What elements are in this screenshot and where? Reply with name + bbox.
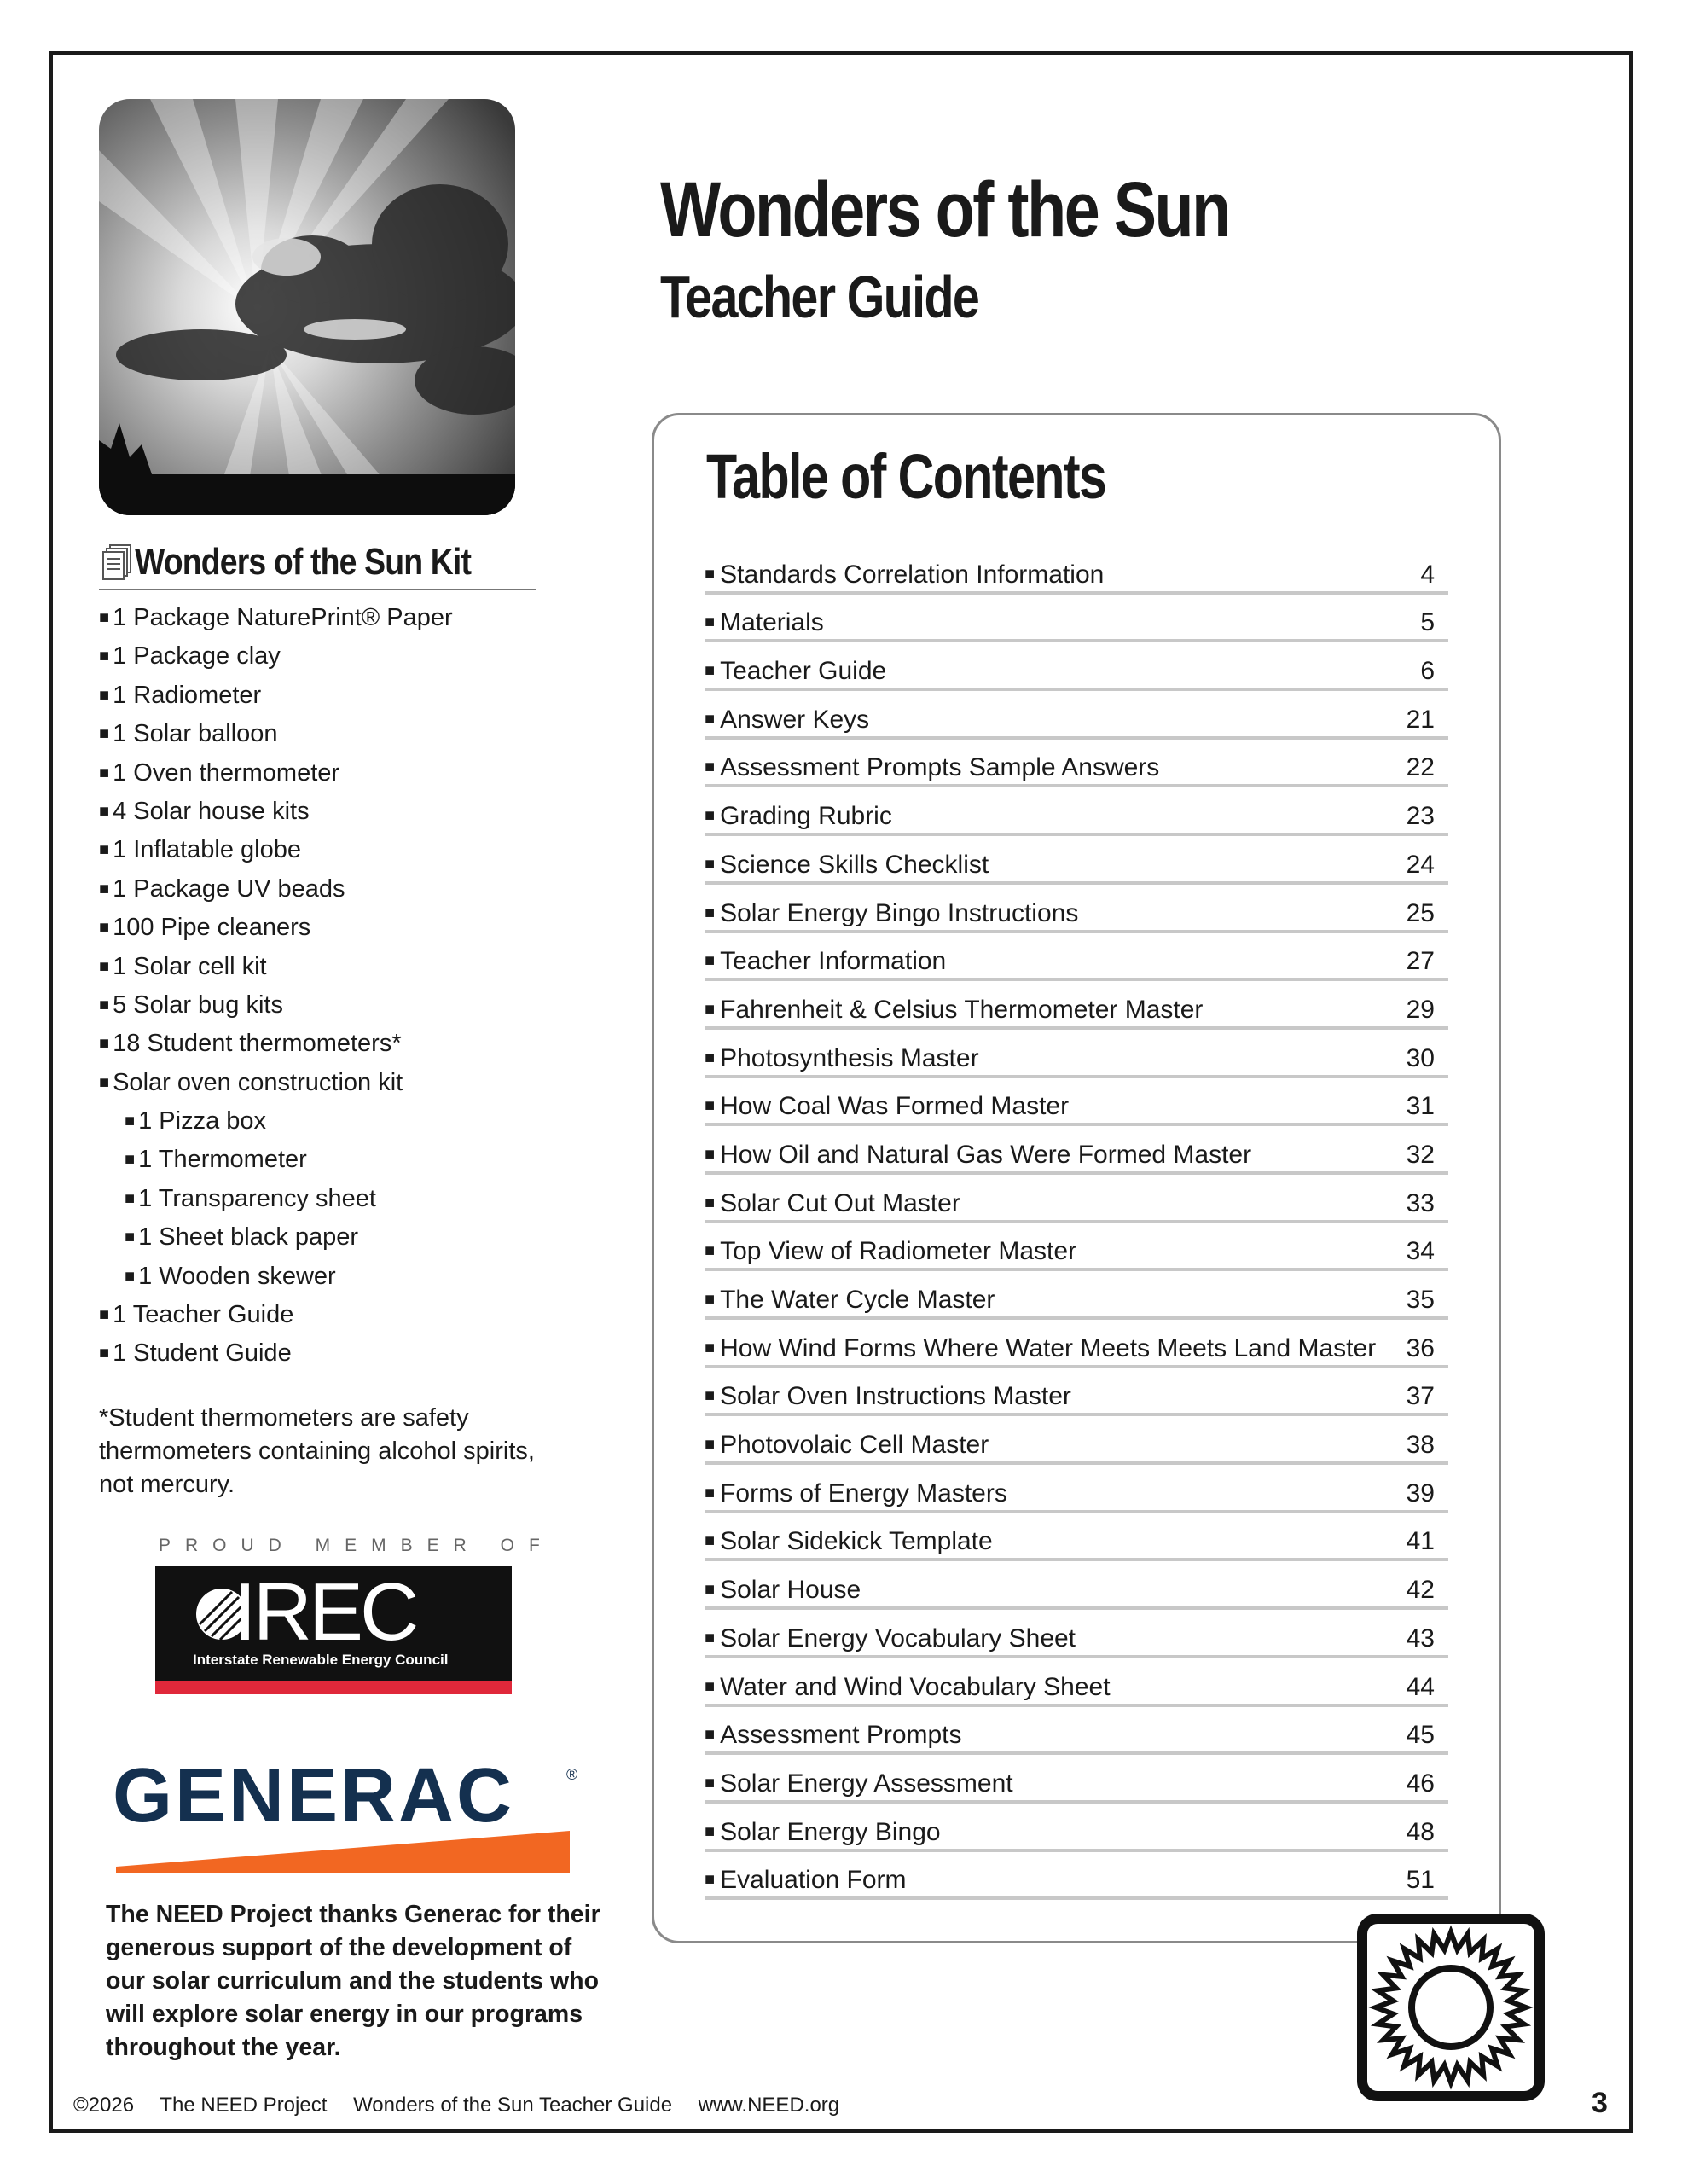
kit-item-label: 1 Solar cell kit xyxy=(113,952,267,980)
square-bullet-icon: ■ xyxy=(705,1290,716,1309)
kit-heading xyxy=(99,537,536,590)
square-bullet-icon: ■ xyxy=(705,1870,716,1890)
kit-item xyxy=(99,1334,577,1373)
toc-entry-label: Standards Correlation Information xyxy=(720,560,1105,589)
toc-entry[interactable] xyxy=(705,691,1448,740)
kit-item-label: 5 Solar bug kits xyxy=(113,990,283,1019)
toc-entry-page: 37 xyxy=(1406,1382,1435,1411)
toc-entry-label: Photosynthesis Master xyxy=(720,1043,979,1072)
toc-entry[interactable] xyxy=(705,1755,1448,1804)
square-bullet-icon: ■ xyxy=(99,647,110,666)
sunburst-cloud-photo xyxy=(99,99,515,515)
square-bullet-icon: ■ xyxy=(99,608,110,627)
toc-entry[interactable] xyxy=(705,546,1448,595)
square-bullet-icon: ■ xyxy=(705,1483,716,1502)
page-title: Wonders of the Sun xyxy=(660,166,1229,253)
toc-entry[interactable] xyxy=(705,1175,1448,1223)
document-stack-icon xyxy=(102,544,133,582)
kit-item xyxy=(99,831,577,869)
toc-entry-page: 51 xyxy=(1406,1866,1435,1895)
kit-item xyxy=(99,948,577,986)
square-bullet-icon: ■ xyxy=(705,806,716,826)
toc-entry-page: 39 xyxy=(1406,1478,1435,1507)
square-bullet-icon: ■ xyxy=(125,1228,136,1247)
toc-entry-label: Water and Wind Vocabulary Sheet xyxy=(720,1672,1111,1701)
square-bullet-icon: ■ xyxy=(705,1821,716,1841)
kit-item-list xyxy=(99,599,577,1374)
footer-guide: Wonders of the Sun Teacher Guide xyxy=(353,2094,673,2117)
irec-red-bar xyxy=(155,1681,512,1694)
toc-entry[interactable] xyxy=(705,885,1448,933)
toc-entry[interactable] xyxy=(705,1658,1448,1707)
square-bullet-icon: ■ xyxy=(705,1144,716,1164)
toc-entry-page: 48 xyxy=(1406,1817,1435,1846)
toc-entry-page: 23 xyxy=(1406,802,1435,831)
toc-entry[interactable] xyxy=(705,1561,1448,1610)
kit-item xyxy=(99,677,577,715)
square-bullet-icon: ■ xyxy=(705,613,716,632)
toc-entry[interactable] xyxy=(705,1320,1448,1368)
toc-entry-label: Fahrenheit & Celsius Thermometer Master xyxy=(720,995,1204,1024)
footer-org: The NEED Project xyxy=(160,2094,328,2117)
toc-entry-label: Photovolaic Cell Master xyxy=(720,1431,989,1460)
irec-full-name: Interstate Renewable Energy Council xyxy=(193,1652,449,1668)
kit-item-label: Solar oven construction kit xyxy=(113,1068,403,1096)
square-bullet-icon: ■ xyxy=(705,758,716,777)
kit-item xyxy=(99,637,577,676)
square-bullet-icon: ■ xyxy=(705,854,716,874)
toc-entry-label: Solar Energy Bingo Instructions xyxy=(720,898,1079,927)
toc-list xyxy=(705,546,1448,1900)
square-bullet-icon: ■ xyxy=(705,903,716,922)
toc-entry[interactable] xyxy=(705,1078,1448,1127)
generac-logo xyxy=(113,1753,590,1877)
toc-entry[interactable] xyxy=(705,1030,1448,1078)
kit-subitem xyxy=(99,1258,577,1296)
square-bullet-icon: ■ xyxy=(125,1150,136,1170)
square-bullet-icon: ■ xyxy=(705,951,716,971)
toc-entry[interactable] xyxy=(705,1610,1448,1658)
square-bullet-icon: ■ xyxy=(705,1676,716,1696)
sun-icon xyxy=(1356,1913,1546,2102)
toc-entry-page: 27 xyxy=(1406,947,1435,976)
square-bullet-icon: ■ xyxy=(705,661,716,681)
generac-name: GENERAC xyxy=(113,1753,515,1838)
square-bullet-icon: ■ xyxy=(99,879,110,898)
toc-entry-label: Solar House xyxy=(720,1576,861,1605)
square-bullet-icon: ■ xyxy=(99,918,110,938)
kit-subitem xyxy=(99,1218,577,1257)
kit-item xyxy=(99,754,577,793)
toc-entry-label: Evaluation Form xyxy=(720,1866,907,1895)
square-bullet-icon: ■ xyxy=(99,763,110,782)
kit-footnote: *Student thermometers are safety thermometers containing alcohol spirits, not mercury. xyxy=(99,1404,535,1498)
toc-entry-page: 44 xyxy=(1406,1672,1435,1701)
square-bullet-icon: ■ xyxy=(99,1344,110,1363)
toc-entry-label: Solar Cut Out Master xyxy=(720,1188,960,1217)
kit-item-label: 1 Solar balloon xyxy=(113,720,278,748)
toc-title: Table of Contents xyxy=(706,441,1106,512)
square-bullet-icon: ■ xyxy=(99,840,110,860)
toc-entry[interactable] xyxy=(705,1368,1448,1417)
toc-entry-label: Science Skills Checklist xyxy=(720,850,989,879)
square-bullet-icon: ■ xyxy=(99,724,110,744)
toc-entry[interactable] xyxy=(705,740,1448,788)
kit-item-label: 1 Transparency sheet xyxy=(138,1184,376,1212)
kit-item-label: 1 Inflatable globe xyxy=(113,836,301,864)
toc-entry[interactable] xyxy=(705,836,1448,885)
toc-entry-page: 34 xyxy=(1406,1237,1435,1266)
toc-entry-label: Forms of Energy Masters xyxy=(720,1478,1007,1507)
square-bullet-icon: ■ xyxy=(125,1112,136,1131)
toc-entry[interactable] xyxy=(705,1513,1448,1562)
toc-entry-label: Assessment Prompts xyxy=(720,1721,962,1750)
kit-item xyxy=(99,599,577,637)
footer-copyright: ©2026 xyxy=(73,2094,135,2117)
square-bullet-icon: ■ xyxy=(99,801,110,821)
toc-entry-page: 21 xyxy=(1406,705,1435,734)
kit-item-label: 1 Pizza box xyxy=(138,1107,267,1136)
toc-entry-page: 42 xyxy=(1406,1576,1435,1605)
toc-entry[interactable] xyxy=(705,642,1448,691)
square-bullet-icon: ■ xyxy=(705,999,716,1019)
square-bullet-icon: ■ xyxy=(99,1072,110,1092)
kit-item xyxy=(99,1064,577,1102)
toc-entry[interactable] xyxy=(705,933,1448,982)
kit-subitem xyxy=(99,1180,577,1218)
toc-entry[interactable] xyxy=(705,1707,1448,1756)
kit-item-label: 1 Radiometer xyxy=(113,681,262,709)
toc-entry-page: 46 xyxy=(1406,1769,1435,1798)
square-bullet-icon: ■ xyxy=(705,1773,716,1792)
toc-entry[interactable] xyxy=(705,787,1448,836)
toc-entry-page: 43 xyxy=(1406,1623,1435,1653)
kit-item-label: 1 Sheet black paper xyxy=(138,1223,359,1252)
toc-entry-page: 22 xyxy=(1406,753,1435,782)
square-bullet-icon: ■ xyxy=(705,1338,716,1357)
toc-entry-page: 31 xyxy=(1406,1092,1435,1121)
kit-item xyxy=(99,793,577,831)
kit-item-label: 4 Solar house kits xyxy=(113,797,310,825)
toc-entry-page: 36 xyxy=(1406,1333,1435,1362)
square-bullet-icon: ■ xyxy=(99,685,110,705)
generac-orange-swoosh xyxy=(116,1831,577,1873)
square-bullet-icon: ■ xyxy=(705,709,716,729)
toc-entry-label: Solar Oven Instructions Master xyxy=(720,1382,1071,1411)
toc-entry-page: 24 xyxy=(1406,850,1435,879)
toc-entry-label: How Oil and Natural Gas Were Formed Master xyxy=(720,1140,1252,1169)
kit-item-label: 1 Oven thermometer xyxy=(113,758,340,787)
page-footer xyxy=(73,2094,860,2117)
proud-member-label: PROUD MEMBER OF xyxy=(159,1536,554,1555)
kit-item xyxy=(99,715,577,753)
kit-item-label: 18 Student thermometers* xyxy=(113,1030,402,1058)
toc-entry-label: Assessment Prompts Sample Answers xyxy=(720,753,1160,782)
square-bullet-icon: ■ xyxy=(705,1725,716,1745)
kit-item-label: 100 Pipe cleaners xyxy=(113,914,311,942)
kit-item xyxy=(99,909,577,947)
toc-entry-page: 35 xyxy=(1406,1286,1435,1314)
kit-item-label: 1 Package UV beads xyxy=(113,874,345,903)
square-bullet-icon: ■ xyxy=(705,1628,716,1647)
square-bullet-icon: ■ xyxy=(705,1435,716,1455)
toc-entry-label: Answer Keys xyxy=(720,705,870,734)
kit-title: Wonders of the Sun Kit xyxy=(135,541,472,583)
kit-item-label: 1 Wooden skewer xyxy=(138,1262,336,1290)
generac-registered-mark: ® xyxy=(566,1766,578,1783)
square-bullet-icon: ■ xyxy=(705,564,716,584)
toc-entry-page: 38 xyxy=(1406,1431,1435,1460)
kit-item xyxy=(99,870,577,909)
kit-subitem xyxy=(99,1141,577,1179)
toc-entry-page: 6 xyxy=(1420,657,1435,686)
toc-entry[interactable] xyxy=(705,1271,1448,1320)
square-bullet-icon: ■ xyxy=(705,1048,716,1067)
toc-entry[interactable] xyxy=(705,1223,1448,1272)
toc-entry-label: How Wind Forms Where Water Meets Meets Land Master xyxy=(720,1333,1377,1362)
kit-subitem xyxy=(99,1102,577,1141)
toc-entry-page: 30 xyxy=(1406,1043,1435,1072)
square-bullet-icon: ■ xyxy=(705,1096,716,1116)
toc-entry-label: How Coal Was Formed Master xyxy=(720,1092,1070,1121)
kit-item-label: 1 Package NaturePrint® Paper xyxy=(113,604,453,631)
square-bullet-icon: ■ xyxy=(125,1188,136,1208)
square-bullet-icon: ■ xyxy=(99,995,110,1014)
toc-entry-page: 32 xyxy=(1406,1140,1435,1169)
toc-entry[interactable] xyxy=(705,595,1448,643)
square-bullet-icon: ■ xyxy=(99,1034,110,1054)
toc-entry-page: 4 xyxy=(1420,560,1435,589)
kit-item-label: 1 Thermometer xyxy=(138,1146,307,1174)
toc-entry[interactable] xyxy=(705,1126,1448,1175)
toc-entry[interactable] xyxy=(705,1416,1448,1465)
page-subtitle: Teacher Guide xyxy=(660,264,979,330)
kit-item-label: 1 Student Guide xyxy=(113,1339,292,1368)
toc-entry-label: Materials xyxy=(720,608,824,637)
toc-entry-label: Teacher Guide xyxy=(720,657,887,686)
kit-item xyxy=(99,1025,577,1063)
toc-entry-label: Solar Energy Vocabulary Sheet xyxy=(720,1623,1076,1653)
generac-thanks-text: The NEED Project thanks Generac for their generous support of the development of our solar curriculum and the students who will explore solar energy in our programs throughout the year. xyxy=(106,1901,600,2061)
toc-entry-page: 29 xyxy=(1406,995,1435,1024)
square-bullet-icon: ■ xyxy=(705,1580,716,1600)
toc-entry-label: Grading Rubric xyxy=(720,802,892,831)
toc-entry[interactable] xyxy=(705,1465,1448,1513)
square-bullet-icon: ■ xyxy=(125,1266,136,1286)
square-bullet-icon: ■ xyxy=(99,956,110,976)
toc-entry-label: Solar Energy Bingo xyxy=(720,1817,941,1846)
square-bullet-icon: ■ xyxy=(705,1386,716,1406)
toc-entry-page: 25 xyxy=(1406,898,1435,927)
toc-entry-page: 41 xyxy=(1406,1527,1435,1556)
irec-name: IREC xyxy=(234,1566,416,1658)
toc-entry-label: Solar Energy Assessment xyxy=(720,1769,1013,1798)
toc-entry-page: 33 xyxy=(1406,1188,1435,1217)
irec-logo xyxy=(155,1566,512,1694)
kit-item-label: 1 Teacher Guide xyxy=(113,1301,294,1329)
square-bullet-icon: ■ xyxy=(705,1241,716,1261)
toc-entry-label: The Water Cycle Master xyxy=(720,1286,995,1314)
toc-entry-page: 45 xyxy=(1406,1721,1435,1750)
footer-url[interactable]: www.NEED.org xyxy=(698,2094,840,2117)
kit-item xyxy=(99,986,577,1025)
toc-entry[interactable] xyxy=(705,1804,1448,1852)
toc-entry-label: Solar Sidekick Template xyxy=(720,1527,993,1556)
square-bullet-icon: ■ xyxy=(705,1531,716,1551)
toc-entry[interactable] xyxy=(705,1852,1448,1901)
toc-entry-label: Top View of Radiometer Master xyxy=(720,1237,1077,1266)
toc-entry-label: Teacher Information xyxy=(720,947,947,976)
page-number: 3 xyxy=(1592,2087,1608,2119)
toc-entry[interactable] xyxy=(705,981,1448,1030)
kit-item-label: 1 Package clay xyxy=(113,642,281,671)
square-bullet-icon: ■ xyxy=(99,1305,110,1325)
toc-entry-page: 5 xyxy=(1420,608,1435,637)
square-bullet-icon: ■ xyxy=(705,1193,716,1212)
kit-item xyxy=(99,1296,577,1334)
